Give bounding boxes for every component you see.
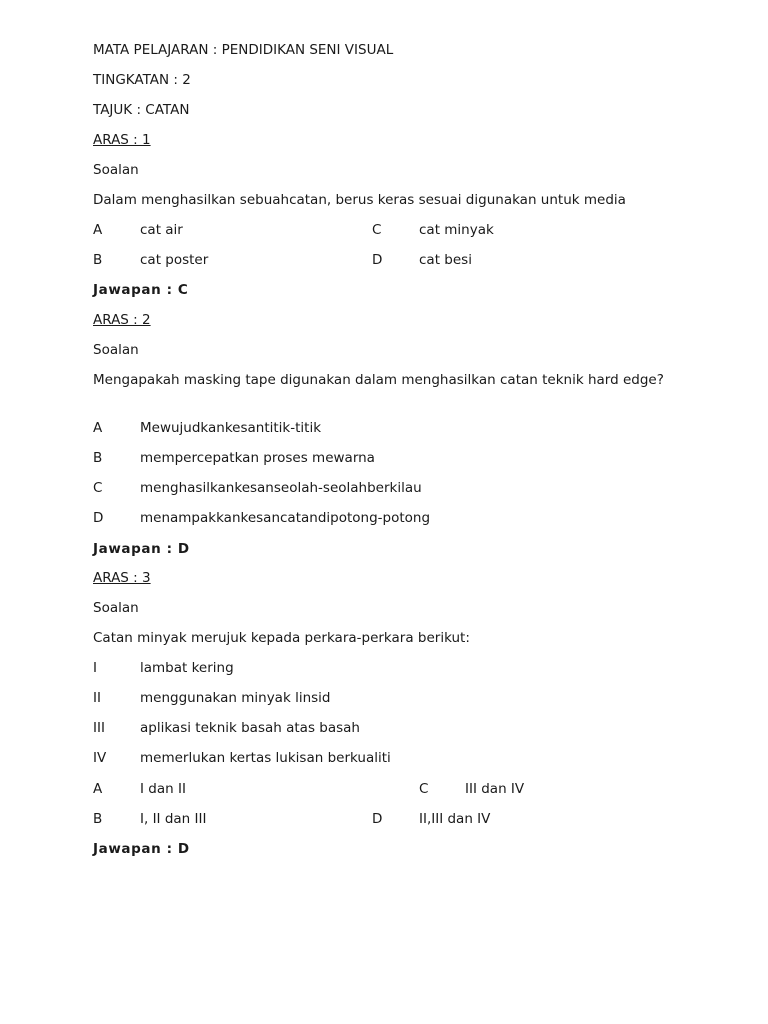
topic-line: TAJUK : CATAN [93,102,190,118]
q3-option-letter: D [372,811,383,827]
q2-answer: Jawapan : D [93,541,190,557]
q3-statement-text: menggunakan minyak linsid [140,690,331,706]
q2-option-text: mempercepatkan proses mewarna [140,450,375,466]
q3-statement-number: III [93,720,105,736]
q3-option-letter: C [419,781,429,797]
q1-option-letter: D [372,252,383,268]
q3-statement-text: memerlukan kertas lukisan berkualiti [140,750,391,766]
q3-statement-number: IV [93,750,107,766]
q2-option-letter: D [93,510,104,526]
q3-option-letter: B [93,811,103,827]
q2-question-text: Mengapakah masking tape digunakan dalam menghasilkan catan teknik hard edge? [93,372,664,388]
q1-question-text: Dalam menghasilkan sebuahcatan, berus keras sesuai digunakan untuk media [93,192,626,208]
q3-answer: Jawapan : D [93,841,190,857]
q3-option-letter: A [93,781,103,797]
q3-option-text: III dan IV [465,781,525,797]
q1-option-letter: A [93,222,103,238]
q3-statement-number: I [93,660,97,676]
q1-option-letter: C [372,222,382,238]
q3-option-text: I, II dan III [140,811,207,827]
q3-option-text: I dan II [140,781,186,797]
q3-statement-text: aplikasi teknik basah atas basah [140,720,360,736]
aras-2-heading: ARAS : 2 [93,312,151,328]
q2-option-letter: C [93,480,103,496]
q3-statement-text: lambat kering [140,660,234,676]
q2-option-letter: B [93,450,103,466]
q2-option-text: menampakkankesancatandipotong-potong [140,510,431,526]
q2-option-text: menghasilkankesanseolah-seolahberkilau [140,480,422,496]
q3-question-text: Catan minyak merujuk kepada perkara-perkara berikut: [93,630,470,646]
q1-option-text: cat minyak [419,222,494,238]
q1-soalan-label: Soalan [93,162,139,178]
aras-1-heading: ARAS : 1 [93,132,151,148]
q3-statement-number: II [93,690,101,706]
q1-option-text: cat besi [419,252,472,268]
q3-option-text: II,III dan IV [419,811,491,827]
level-line: TINGKATAN : 2 [93,72,191,88]
q2-soalan-label: Soalan [93,342,139,358]
aras-3-heading: ARAS : 3 [93,570,151,586]
q2-option-letter: A [93,420,103,436]
q1-answer: Jawapan : C [93,282,189,298]
q1-option-text: cat air [140,222,183,238]
subject-line: MATA PELAJARAN : PENDIDIKAN SENI VISUAL [93,42,394,58]
q3-soalan-label: Soalan [93,600,139,616]
q1-option-letter: B [93,252,103,268]
q1-option-text: cat poster [140,252,209,268]
q2-option-text: Mewujudkankesantitik-titik [140,420,322,436]
